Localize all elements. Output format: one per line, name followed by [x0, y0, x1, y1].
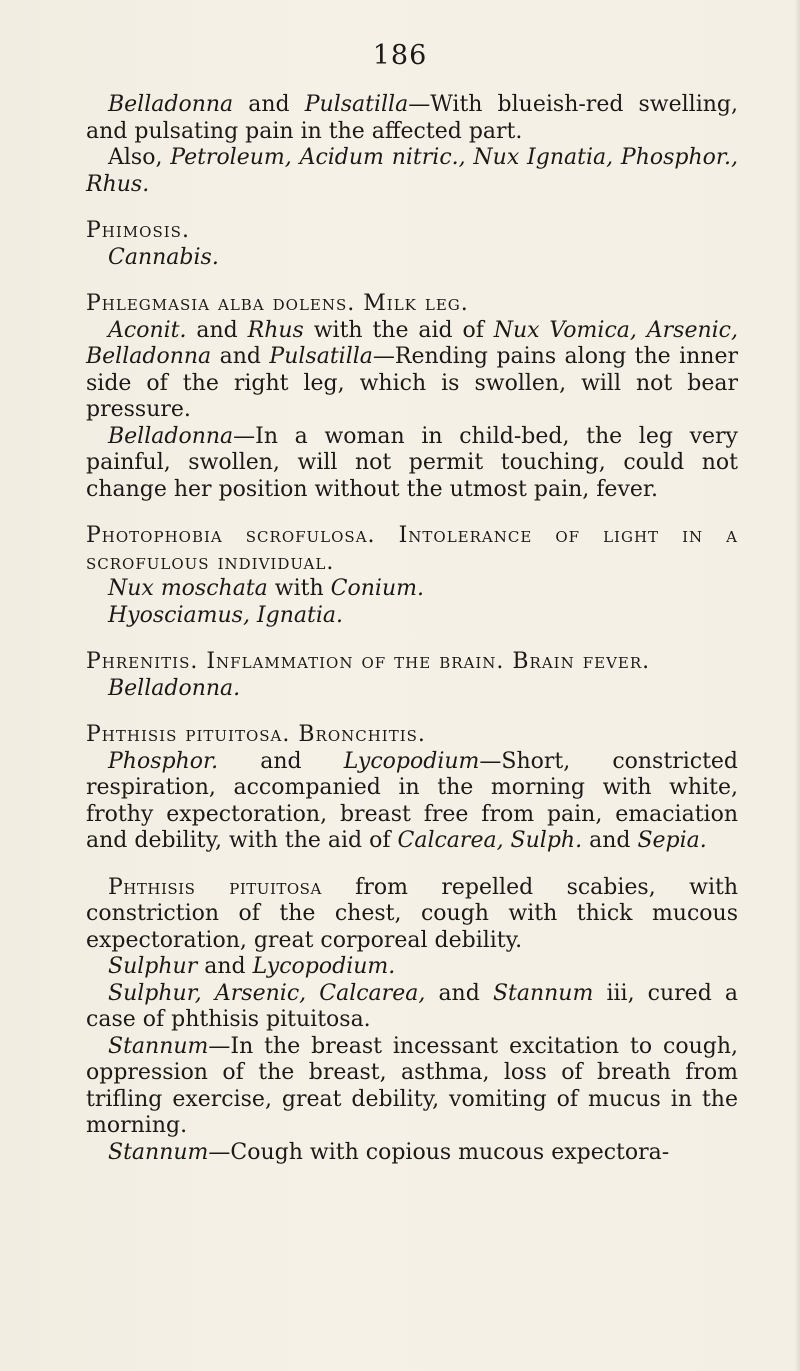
remedy-name: Stannum: [492, 980, 594, 1006]
remedy-name: Pulsatilla: [269, 344, 373, 369]
remedy-name: Sulphur, Arsenic, Calcarea,: [108, 980, 426, 1006]
page-text: [86, 92, 738, 1166]
text-run: and: [582, 828, 638, 853]
remedy-name: Cannabis.: [108, 244, 219, 270]
paragraph-belladonna-childbed: [86, 424, 738, 504]
text-run: and: [211, 344, 270, 369]
remedy-name: Petroleum, Acidum nitric., Nux Ignatia, Phosphor., Rhus.: [86, 145, 738, 197]
paragraph-also: [86, 145, 738, 198]
paragraph-nux-moschata: [86, 576, 738, 603]
text-run: Photophobia scrofulosa. Intolerance of light in a scrofulous individual.: [86, 523, 738, 575]
remedy-name: Calcarea, Sulph.: [397, 828, 583, 853]
remedy-name: Conium.: [330, 576, 424, 601]
section-heading-phimosis-h: [86, 218, 738, 245]
text-run: Phthisis pituitosa. Bronchitis.: [86, 722, 426, 747]
paragraph-phosphor-lyco: [86, 749, 738, 855]
page-edge-shadow: [794, 0, 800, 1371]
text-run: —In the breast incessant excitation to cough, oppression of the breast, asthma, loss of breath from trifling exercise, great debility, vomiting of mucus in the morning.: [86, 1033, 738, 1138]
text-run: iii, cured a case of phthisis pituitosa.: [86, 980, 739, 1032]
paragraph-stannum-breast: [86, 1034, 738, 1140]
remedy-name: Sulphur: [108, 954, 198, 979]
remedy-name: Stannum: [108, 1139, 209, 1165]
text-run: Also,: [108, 145, 171, 170]
remedy-name: Stannum: [108, 1033, 209, 1059]
paragraph-belladonna-brain: [86, 676, 738, 703]
section-heading-phthisis-h: [86, 722, 738, 749]
text-run: Phimosis.: [86, 218, 190, 243]
text-run: —Short, constricted respiration, accompanied in the morning with white, frothy expectoration, breast free from pain, emaciation and debility, with the aid of: [86, 748, 739, 853]
section-heading-phlegmasia-h: [86, 291, 738, 318]
text-run: —In a woman in child-bed, the leg very painful, swollen, will not permit touching, could not change her position without the utmost pain, fever.: [86, 423, 738, 502]
section-heading-photophobia-h: [86, 523, 738, 576]
text-run: —With blueish-red swelling, and pulsating pain in the affected part.: [86, 92, 738, 144]
remedy-name: Sepia.: [637, 828, 707, 853]
remedy-name: Nux moschata: [108, 576, 268, 601]
remedy-name: Lycopodium: [343, 748, 480, 774]
paragraph-sulphur-arsenic: [86, 981, 738, 1034]
paragraph-stannum-cough: [86, 1140, 738, 1167]
paragraph-belladonna-puls: [86, 92, 738, 145]
remedy-name: Rhus: [247, 317, 304, 343]
remedy-name: Phosphor.: [108, 748, 219, 774]
paragraph-phthisis-scabies: [86, 875, 738, 955]
paragraph-aconit: [86, 318, 738, 424]
text-run: and: [218, 748, 344, 774]
remedy-name: Lycopodium.: [252, 954, 396, 979]
text-run: and: [186, 317, 248, 343]
text-run: with the aid of: [303, 317, 494, 343]
text-run: Phthisis pituitosa: [108, 874, 322, 900]
paragraph-sulphur-lyco: [86, 954, 738, 981]
remedy-name: Hyosciamus, Ignatia.: [108, 602, 343, 628]
text-run: from repelled scabies, with constriction of the chest, cough with thick mucous expectoration, great corporeal debility.: [86, 874, 738, 953]
text-run: and: [425, 980, 493, 1006]
remedy-name: Nux Vomica, Arsenic, Belladonna: [86, 317, 738, 369]
paragraph-hyosciamus: [86, 603, 738, 630]
remedy-name: Belladonna: [108, 92, 234, 117]
text-run: —Cough with copious mucous expectora-: [208, 1139, 670, 1165]
remedy-name: Aconit.: [108, 317, 187, 343]
remedy-name: Pulsatilla: [304, 92, 409, 117]
remedy-name: Belladonna.: [108, 675, 241, 701]
text-run: Phrenitis. Inflammation of the brain. Brain fever.: [86, 649, 651, 674]
remedy-name: Belladonna: [108, 423, 234, 449]
text-run: —Rending pains along the inner side of the right leg, which is swollen, will not bear pressure.: [86, 344, 738, 422]
page-number: 186: [372, 40, 428, 71]
text-run: with: [267, 576, 331, 601]
section-heading-phrenitis-h: [86, 649, 738, 676]
text-run: and: [197, 954, 253, 979]
paragraph-cannabis: [86, 245, 738, 272]
text-run: and: [233, 92, 305, 117]
text-run: Phlegmasia alba dolens. Milk leg.: [86, 291, 469, 316]
